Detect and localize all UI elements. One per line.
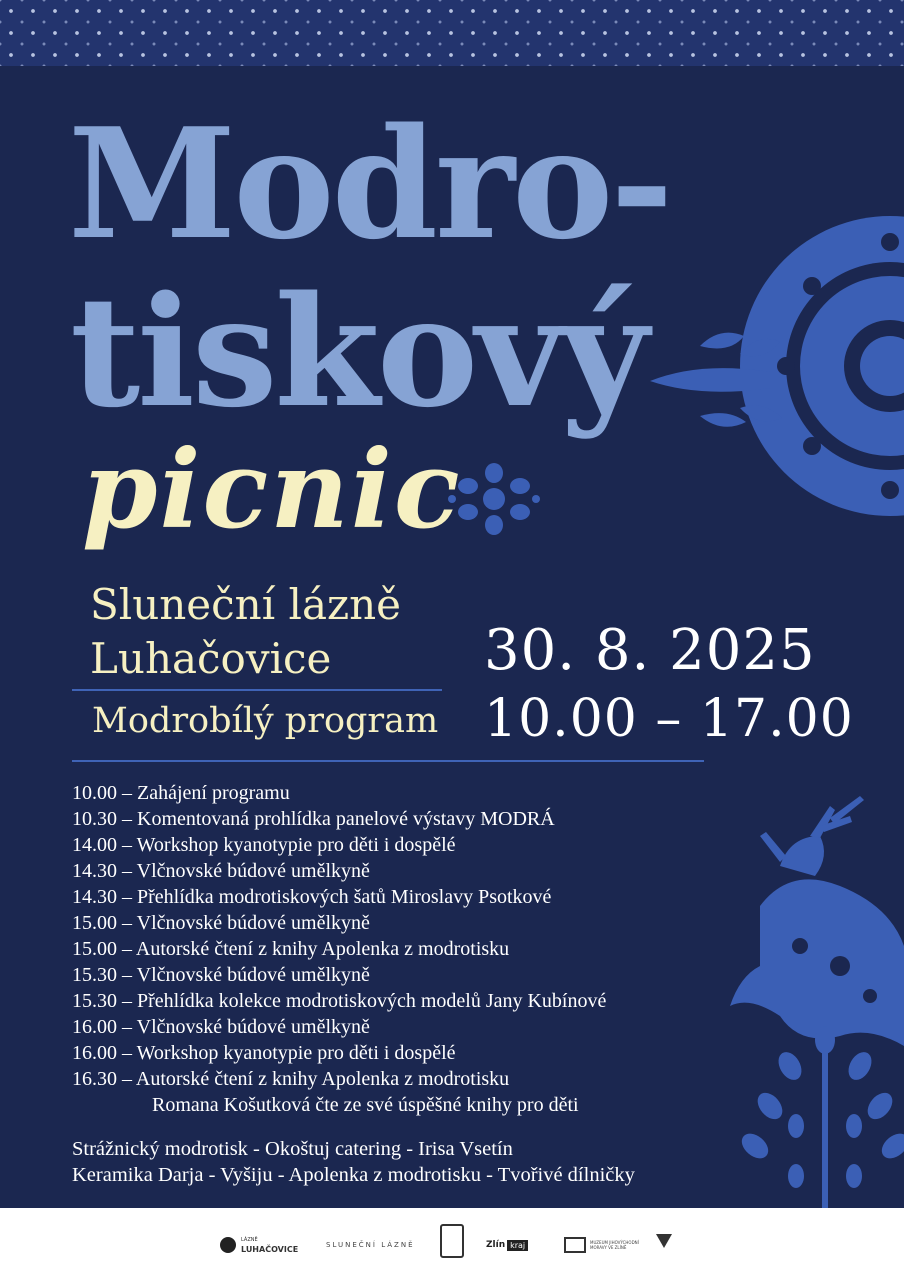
folk-ornament-small-flower-icon	[448, 462, 540, 536]
program-item: 14.30 – Vlčnovské búdové umělkyně	[72, 860, 370, 882]
event-date: 30. 8. 2025	[484, 618, 816, 683]
lazne-circle-icon	[220, 1237, 236, 1253]
program-item: 14.00 – Workshop kyanotypie pro děti i dospělé	[72, 834, 456, 856]
title-line-2: tiskový	[70, 262, 646, 441]
logo-emblem-icon	[440, 1228, 464, 1254]
muzeum-mark-icon	[564, 1237, 586, 1253]
venue	[90, 578, 401, 686]
program-item: 15.00 – Autorské čtení z knihy Apolenka z modrotisku	[72, 938, 510, 960]
program-item: 14.30 – Přehlídka modrotiskových šatů Miroslavy Psotkové	[72, 886, 552, 908]
logo-lazne-luhacovice	[220, 1232, 298, 1258]
program-heading: Modrobílý program	[92, 701, 439, 741]
folk-ornament-tree-icon	[730, 1026, 904, 1208]
event-time: 10.00 – 17.00	[484, 689, 854, 749]
lazne-label-big: LUHAČOVICE	[241, 1245, 299, 1254]
program-item-continuation: Romana Košutková čte ze své úspěšné knihy pro děti	[152, 1094, 579, 1116]
logo-zlinsky-kraj: Zlín kraj	[486, 1232, 528, 1258]
divider-line	[72, 689, 442, 691]
title-picnic: picnic	[82, 427, 462, 553]
program-item: 15.30 – Přehlídka kolekce modrotiskových modelů Jany Kubínové	[72, 990, 607, 1012]
logo-v-emblem-icon	[656, 1228, 672, 1254]
logo-muzeum: MUZEUM JIHOVÝCHODNÍ MORAVY VE ZLÍNĚ	[564, 1232, 650, 1258]
lazne-label-small: LÁZNĚ	[241, 1237, 258, 1243]
title-line-1: Modro-	[68, 94, 671, 273]
program-item: 16.30 – Autorské čtení z knihy Apolenka z modrotisku	[72, 1068, 510, 1090]
venue-line-1: Sluneční lázně	[90, 580, 402, 629]
program-item: 10.00 – Zahájení programu	[72, 782, 290, 804]
venue-line-2: Luhačovice	[90, 634, 332, 683]
program-item: 10.30 – Komentovaná prohlídka panelové výstavy MODRÁ	[72, 808, 555, 830]
poster	[0, 66, 904, 1208]
modrotisk-pattern-strip	[0, 0, 904, 66]
partners-line-2: Keramika Darja - Vyšiju - Apolenka z modrotisku - Tvořivé dílničky	[72, 1164, 635, 1186]
program-list	[72, 780, 606, 1118]
slunecni-label: SLUNEČNÍ LÁZNĚ	[326, 1241, 415, 1249]
folk-ornament-flower-icon	[640, 176, 904, 556]
program-item: 15.00 – Vlčnovské búdové umělkyně	[72, 912, 370, 934]
footer-logos	[0, 1208, 904, 1280]
program-item: 15.30 – Vlčnovské búdové umělkyně	[72, 964, 370, 986]
partners-line-1: Strážnický modrotisk - Okoštuj catering - Irisa Vsetín	[72, 1138, 513, 1160]
program-item: 16.00 – Vlčnovské búdové umělkyně	[72, 1016, 370, 1038]
program-item: 16.00 – Workshop kyanotypie pro děti i dospělé	[72, 1042, 456, 1064]
divider-line	[72, 760, 704, 762]
partners-list	[72, 1136, 635, 1188]
logo-slunecni-lazne	[326, 1232, 415, 1258]
